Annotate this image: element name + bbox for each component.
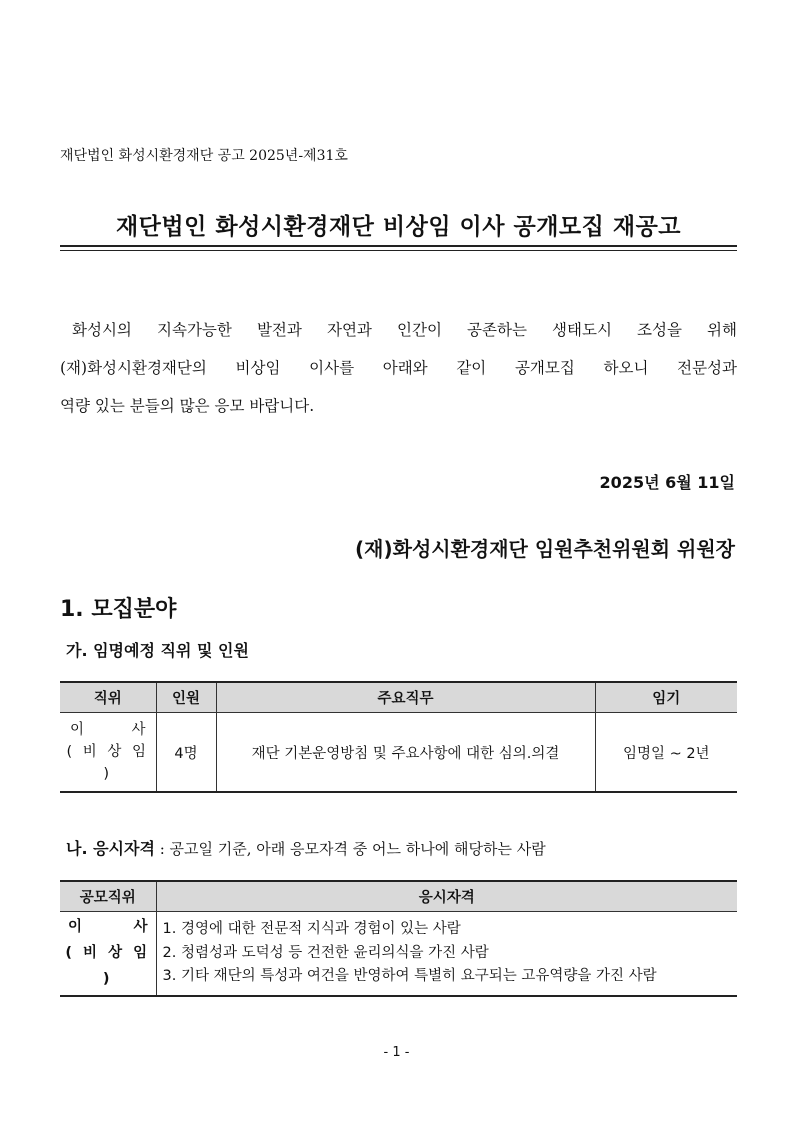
qualifications-note: : 공고일 기준, 아래 응모자격 중 어느 하나에 해당하는 사람 bbox=[154, 840, 546, 858]
position-type: ( 비 상 임 ) bbox=[65, 945, 151, 988]
notice-number: 재단법인 화성시환경재단 공고 2025년-제31호 bbox=[60, 148, 348, 164]
position-char-1: 이 bbox=[68, 919, 83, 936]
title-block bbox=[60, 208, 737, 241]
table-header-row bbox=[60, 682, 737, 713]
cell-duty: 재단 기본운영방침 및 주요사항에 대한 심의.의결 bbox=[216, 713, 595, 793]
cell-qualifications bbox=[156, 912, 737, 996]
subsection-heading-positions: 가. 임명예정 직위 및 인원 bbox=[66, 641, 249, 660]
signer: (재)화성시환경재단 임원추천위원회 위원장 bbox=[355, 537, 735, 561]
cell-position bbox=[60, 713, 156, 793]
intro-line-3: 역량 있는 분들의 많은 응모 바랍니다. bbox=[60, 397, 315, 415]
positions-table bbox=[60, 681, 737, 793]
notice-date: 2025년 6월 11일 bbox=[599, 473, 735, 492]
title-underline bbox=[60, 245, 737, 251]
qualification-item: 2. 청렴성과 도덕성 등 건전한 윤리의식을 가진 사람 bbox=[162, 944, 489, 961]
qualifications-table bbox=[60, 880, 737, 997]
section-heading-recruitment: 1. 모집분야 bbox=[60, 597, 177, 622]
header-duty: 주요직무 bbox=[216, 682, 595, 713]
header-position: 직위 bbox=[60, 682, 156, 713]
page-number: - 1 - bbox=[383, 1045, 410, 1060]
qualification-item: 1. 경영에 대한 전문적 지식과 경험이 있는 사람 bbox=[162, 921, 461, 937]
header-qualifications: 응시자격 bbox=[156, 881, 737, 912]
intro-line-1: 화성시의 지속가능한 발전과 자연과 인간이 공존하는 생태도시 조성을 위해 bbox=[72, 321, 737, 339]
intro-paragraph bbox=[60, 311, 737, 425]
table-header-row bbox=[60, 881, 737, 912]
cell-term: 임명일 ~ 2년 bbox=[595, 713, 737, 793]
qualifications-heading: 나. 응시자격 bbox=[66, 839, 155, 858]
header-term: 임기 bbox=[595, 682, 737, 713]
table-row bbox=[60, 912, 737, 996]
subsection-heading-qualifications bbox=[66, 836, 546, 859]
page-title: 재단법인 화성시환경재단 비상임 이사 공개모집 재공고 bbox=[115, 214, 682, 240]
cell-count: 4명 bbox=[156, 713, 216, 793]
position-type: ( 비 상 임 ) bbox=[66, 744, 149, 782]
header-position: 공모직위 bbox=[60, 881, 156, 912]
cell-position bbox=[60, 912, 156, 996]
intro-line-2: (재)화성시환경재단의 비상임 이사를 아래와 같이 공개모집 하오니 전문성과 bbox=[60, 359, 737, 377]
position-char-1: 이 bbox=[70, 722, 85, 738]
position-char-2: 사 bbox=[133, 919, 148, 936]
header-count: 인원 bbox=[156, 682, 216, 713]
position-char-2: 사 bbox=[131, 722, 146, 738]
table-row bbox=[60, 713, 737, 793]
qualification-item: 3. 기타 재단의 특성과 여건을 반영하여 특별히 요구되는 고유역량을 가진 사람 bbox=[162, 968, 657, 984]
